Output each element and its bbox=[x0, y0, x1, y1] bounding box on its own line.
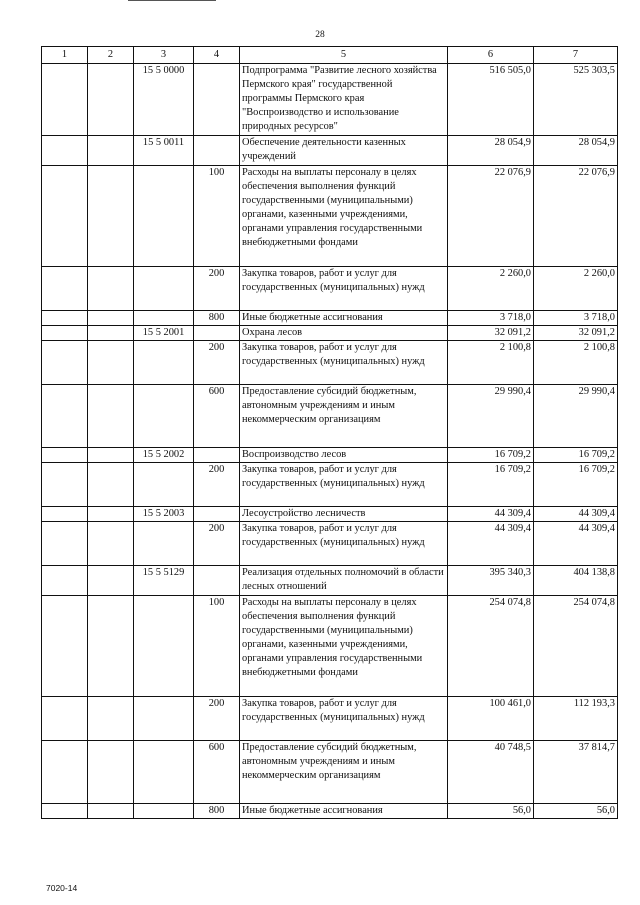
cell-col2 bbox=[88, 341, 134, 385]
cell-col1 bbox=[42, 267, 88, 311]
target-article-code bbox=[134, 385, 194, 448]
cell-col1 bbox=[42, 166, 88, 267]
item-name: Расходы на выплаты персоналу в целях обеспечения выполнения функций государственными (муниципальными) органами, казенными учреждениями, органами управления государственными внебюджетными фондами bbox=[240, 166, 448, 267]
col-header-7: 7 bbox=[534, 47, 618, 64]
header-row bbox=[42, 47, 618, 64]
item-name: Иные бюджетные ассигнования bbox=[240, 804, 448, 819]
col-header-3: 3 bbox=[134, 47, 194, 64]
amount-col7: 44 309,4 bbox=[534, 507, 618, 522]
amount-col7: 56,0 bbox=[534, 804, 618, 819]
amount-col6: 56,0 bbox=[448, 804, 534, 819]
expense-type-code: 200 bbox=[194, 697, 240, 741]
table-row bbox=[42, 697, 618, 741]
target-article-code bbox=[134, 341, 194, 385]
cell-col2 bbox=[88, 522, 134, 566]
amount-col7: 44 309,4 bbox=[534, 522, 618, 566]
col-header-5: 5 bbox=[240, 47, 448, 64]
col-header-1: 1 bbox=[42, 47, 88, 64]
target-article-code bbox=[134, 522, 194, 566]
cell-col1 bbox=[42, 326, 88, 341]
expense-type-code: 600 bbox=[194, 741, 240, 804]
amount-col6: 254 074,8 bbox=[448, 596, 534, 697]
table-row bbox=[42, 166, 618, 267]
expense-type-code: 800 bbox=[194, 311, 240, 326]
expense-type-code bbox=[194, 136, 240, 166]
table-row bbox=[42, 311, 618, 326]
amount-col7: 37 814,7 bbox=[534, 741, 618, 804]
amount-col6: 2 100,8 bbox=[448, 341, 534, 385]
top-edge-mark bbox=[128, 0, 216, 1]
cell-col2 bbox=[88, 326, 134, 341]
amount-col7: 525 303,5 bbox=[534, 64, 618, 136]
table-row bbox=[42, 136, 618, 166]
col-header-6: 6 bbox=[448, 47, 534, 64]
table-row bbox=[42, 463, 618, 507]
amount-col7: 2 100,8 bbox=[534, 341, 618, 385]
expense-type-code bbox=[194, 64, 240, 136]
cell-col2 bbox=[88, 596, 134, 697]
table-row bbox=[42, 385, 618, 448]
amount-col6: 16 709,2 bbox=[448, 463, 534, 507]
cell-col2 bbox=[88, 741, 134, 804]
cell-col2 bbox=[88, 463, 134, 507]
table-row bbox=[42, 64, 618, 136]
cell-col1 bbox=[42, 697, 88, 741]
amount-col6: 100 461,0 bbox=[448, 697, 534, 741]
target-article-code bbox=[134, 596, 194, 697]
cell-col2 bbox=[88, 166, 134, 267]
target-article-code: 15 5 2003 bbox=[134, 507, 194, 522]
table-row bbox=[42, 522, 618, 566]
target-article-code: 15 5 2001 bbox=[134, 326, 194, 341]
expense-type-code: 600 bbox=[194, 385, 240, 448]
amount-col6: 22 076,9 bbox=[448, 166, 534, 267]
amount-col7: 404 138,8 bbox=[534, 566, 618, 596]
amount-col6: 516 505,0 bbox=[448, 64, 534, 136]
item-name: Закупка товаров, работ и услуг для государственных (муниципальных) нужд bbox=[240, 267, 448, 311]
table-row bbox=[42, 326, 618, 341]
cell-col1 bbox=[42, 385, 88, 448]
amount-col7: 29 990,4 bbox=[534, 385, 618, 448]
cell-col2 bbox=[88, 697, 134, 741]
cell-col2 bbox=[88, 136, 134, 166]
expense-type-code: 200 bbox=[194, 341, 240, 385]
target-article-code bbox=[134, 804, 194, 819]
item-name: Закупка товаров, работ и услуг для государственных (муниципальных) нужд bbox=[240, 463, 448, 507]
expense-type-code: 800 bbox=[194, 804, 240, 819]
item-name: Закупка товаров, работ и услуг для государственных (муниципальных) нужд bbox=[240, 341, 448, 385]
cell-col2 bbox=[88, 566, 134, 596]
amount-col6: 2 260,0 bbox=[448, 267, 534, 311]
table-row bbox=[42, 566, 618, 596]
cell-col1 bbox=[42, 566, 88, 596]
target-article-code: 15 5 5129 bbox=[134, 566, 194, 596]
amount-col7: 112 193,3 bbox=[534, 697, 618, 741]
target-article-code bbox=[134, 463, 194, 507]
cell-col1 bbox=[42, 448, 88, 463]
amount-col7: 28 054,9 bbox=[534, 136, 618, 166]
cell-col2 bbox=[88, 804, 134, 819]
budget-table bbox=[41, 46, 618, 819]
item-name: Обеспечение деятельности казенных учреждений bbox=[240, 136, 448, 166]
table-row bbox=[42, 804, 618, 819]
target-article-code: 15 5 2002 bbox=[134, 448, 194, 463]
cell-col1 bbox=[42, 311, 88, 326]
expense-type-code bbox=[194, 566, 240, 596]
item-name: Воспроизводство лесов bbox=[240, 448, 448, 463]
amount-col6: 40 748,5 bbox=[448, 741, 534, 804]
amount-col6: 29 990,4 bbox=[448, 385, 534, 448]
table-row bbox=[42, 596, 618, 697]
table-row bbox=[42, 741, 618, 804]
amount-col6: 44 309,4 bbox=[448, 507, 534, 522]
target-article-code bbox=[134, 311, 194, 326]
amount-col6: 28 054,9 bbox=[448, 136, 534, 166]
cell-col2 bbox=[88, 311, 134, 326]
item-name: Предоставление субсидий бюджетным, автономным учреждениям и иным некоммерческим организациям bbox=[240, 385, 448, 448]
amount-col6: 395 340,3 bbox=[448, 566, 534, 596]
expense-type-code bbox=[194, 507, 240, 522]
cell-col2 bbox=[88, 448, 134, 463]
cell-col1 bbox=[42, 507, 88, 522]
target-article-code bbox=[134, 267, 194, 311]
item-name: Закупка товаров, работ и услуг для государственных (муниципальных) нужд bbox=[240, 522, 448, 566]
amount-col6: 16 709,2 bbox=[448, 448, 534, 463]
expense-type-code: 200 bbox=[194, 267, 240, 311]
cell-col2 bbox=[88, 64, 134, 136]
item-name: Подпрограмма "Развитие лесного хозяйства Пермского края" государственной программы Пермского края "Воспроизводство и использование природных ресурсов" bbox=[240, 64, 448, 136]
target-article-code bbox=[134, 697, 194, 741]
item-name: Предоставление субсидий бюджетным, автономным учреждениям и иным некоммерческим организациям bbox=[240, 741, 448, 804]
amount-col7: 254 074,8 bbox=[534, 596, 618, 697]
expense-type-code bbox=[194, 326, 240, 341]
cell-col1 bbox=[42, 136, 88, 166]
amount-col6: 44 309,4 bbox=[448, 522, 534, 566]
expense-type-code: 100 bbox=[194, 596, 240, 697]
item-name: Закупка товаров, работ и услуг для государственных (муниципальных) нужд bbox=[240, 697, 448, 741]
cell-col1 bbox=[42, 64, 88, 136]
item-name: Расходы на выплаты персоналу в целях обеспечения выполнения функций государственными (муниципальными) органами, казенными учреждениями, органами управления государственными внебюджетными фондами bbox=[240, 596, 448, 697]
target-article-code: 15 5 0000 bbox=[134, 64, 194, 136]
target-article-code bbox=[134, 166, 194, 267]
table-row bbox=[42, 448, 618, 463]
amount-col6: 32 091,2 bbox=[448, 326, 534, 341]
cell-col2 bbox=[88, 507, 134, 522]
item-name: Реализация отдельных полномочий в области лесных отношений bbox=[240, 566, 448, 596]
table-row bbox=[42, 507, 618, 522]
cell-col1 bbox=[42, 522, 88, 566]
amount-col6: 3 718,0 bbox=[448, 311, 534, 326]
cell-col1 bbox=[42, 741, 88, 804]
footer-print-code: 7020-14 bbox=[46, 883, 78, 893]
expense-type-code: 200 bbox=[194, 463, 240, 507]
amount-col7: 32 091,2 bbox=[534, 326, 618, 341]
cell-col1 bbox=[42, 341, 88, 385]
table-row bbox=[42, 267, 618, 311]
amount-col7: 16 709,2 bbox=[534, 463, 618, 507]
cell-col2 bbox=[88, 267, 134, 311]
expense-type-code bbox=[194, 448, 240, 463]
table-row bbox=[42, 341, 618, 385]
cell-col1 bbox=[42, 463, 88, 507]
page-number: 28 bbox=[315, 30, 325, 40]
expense-type-code: 200 bbox=[194, 522, 240, 566]
amount-col7: 16 709,2 bbox=[534, 448, 618, 463]
col-header-2: 2 bbox=[88, 47, 134, 64]
target-article-code: 15 5 0011 bbox=[134, 136, 194, 166]
cell-col1 bbox=[42, 596, 88, 697]
amount-col7: 2 260,0 bbox=[534, 267, 618, 311]
col-header-4: 4 bbox=[194, 47, 240, 64]
amount-col7: 3 718,0 bbox=[534, 311, 618, 326]
item-name: Иные бюджетные ассигнования bbox=[240, 311, 448, 326]
item-name: Охрана лесов bbox=[240, 326, 448, 341]
cell-col1 bbox=[42, 804, 88, 819]
item-name: Лесоустройство лесничеств bbox=[240, 507, 448, 522]
amount-col7: 22 076,9 bbox=[534, 166, 618, 267]
expense-type-code: 100 bbox=[194, 166, 240, 267]
cell-col2 bbox=[88, 385, 134, 448]
target-article-code bbox=[134, 741, 194, 804]
